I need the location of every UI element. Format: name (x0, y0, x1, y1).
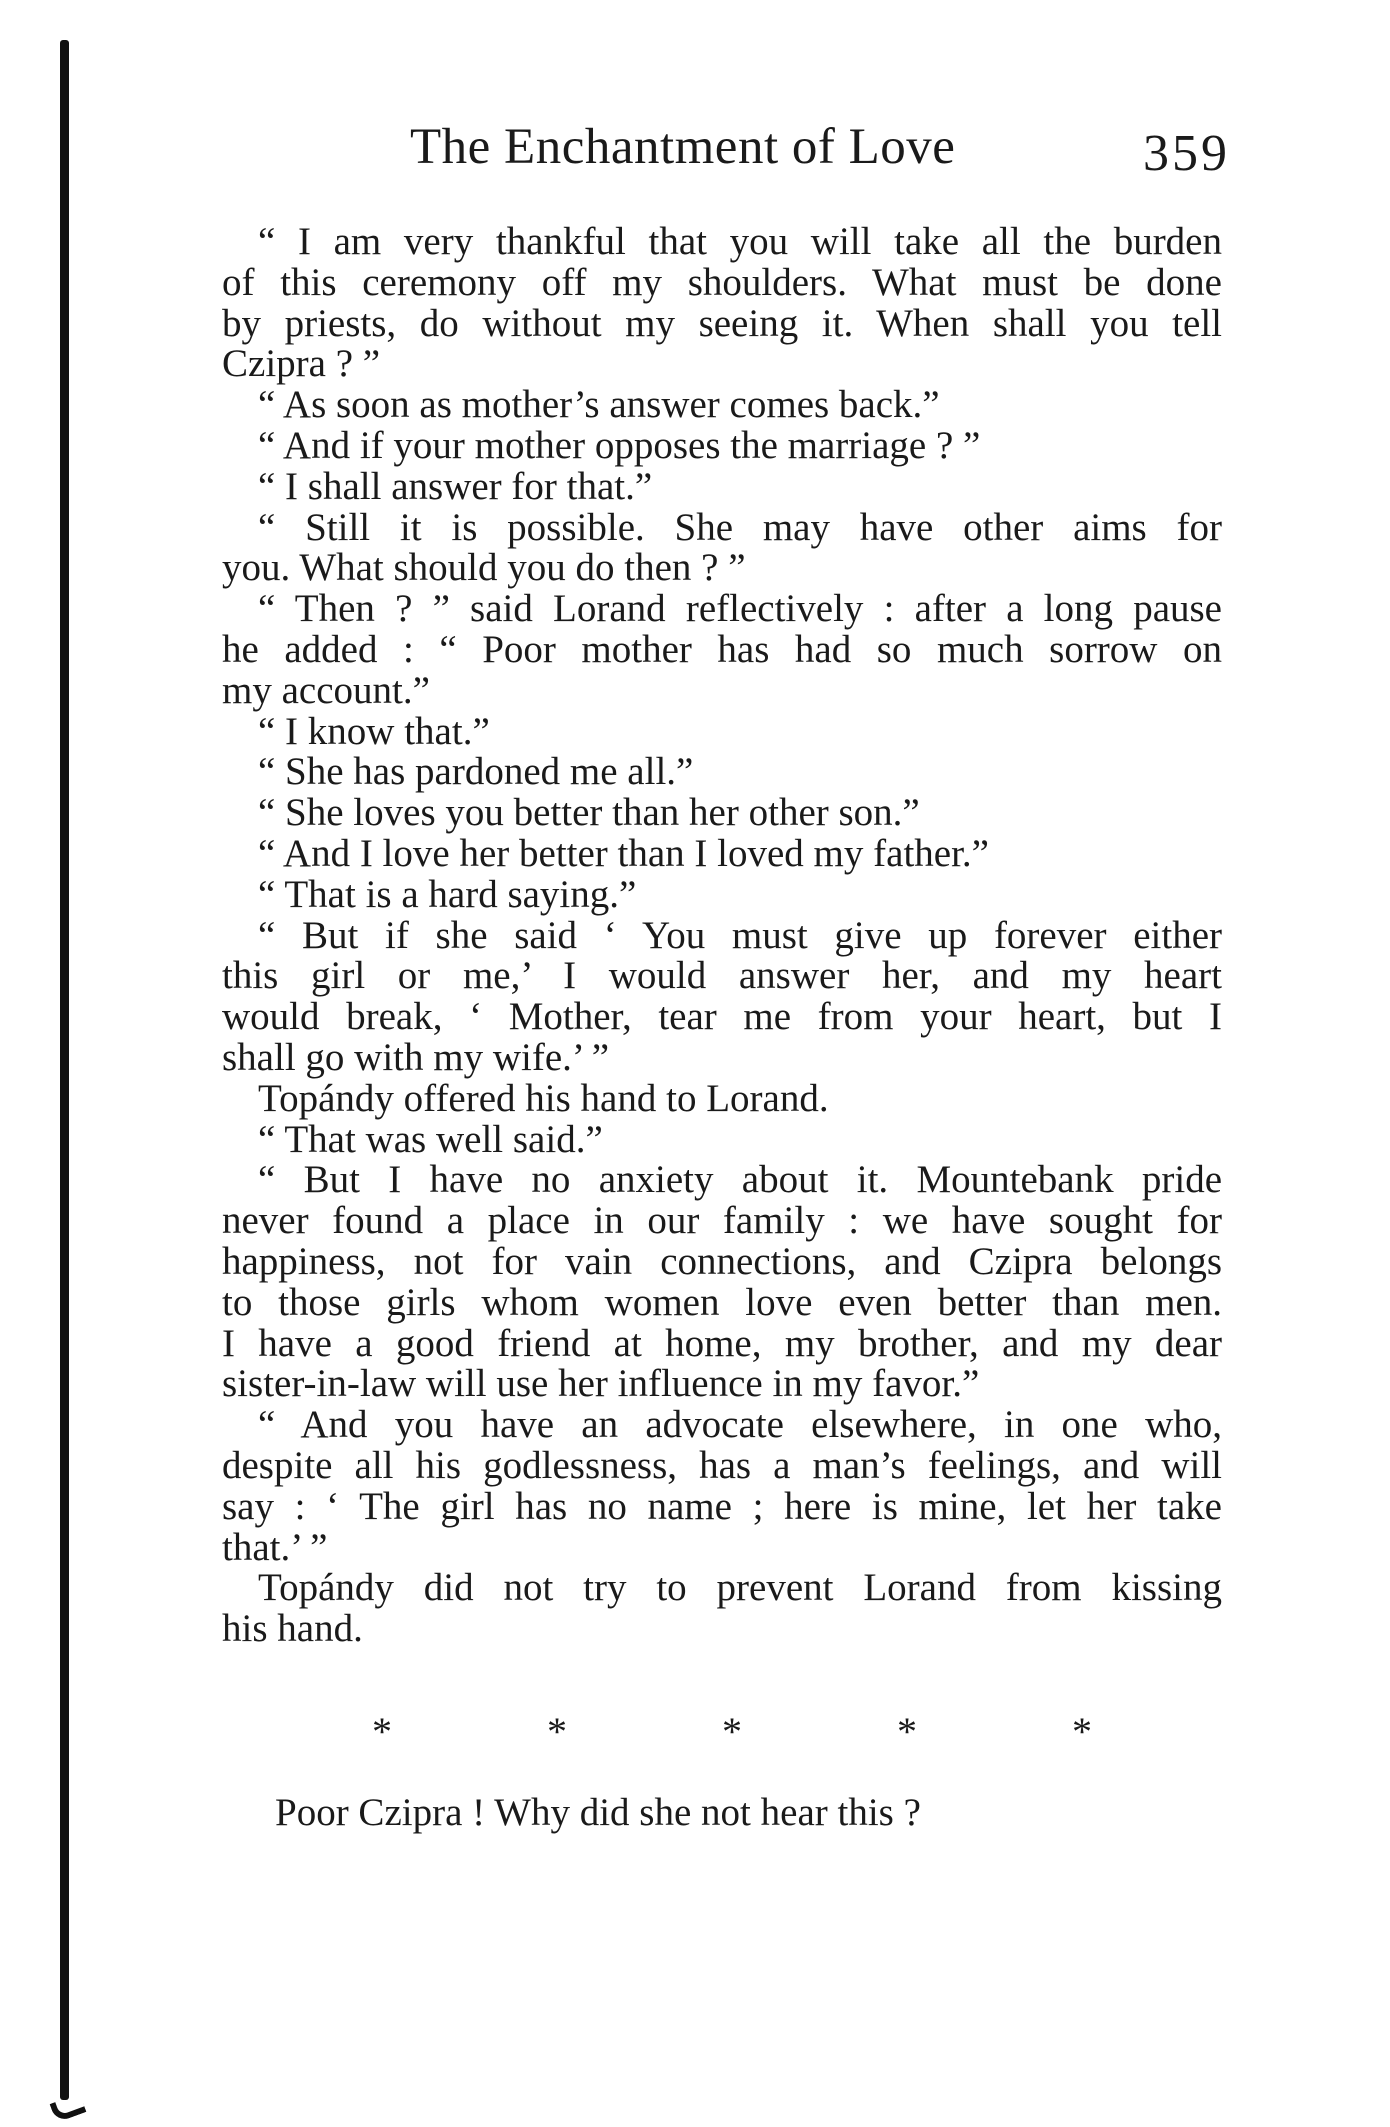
text-line: say : ‘ The girl has no name ; here is mine, let her take (222, 1484, 1222, 1528)
page-binding-edge (60, 40, 69, 2100)
text-line: he added : “ Poor mother has had so much sorrow on (222, 627, 1222, 671)
text-line: his hand. (222, 1607, 363, 1651)
closing-line: Poor Czipra ! Why did she not hear this ? (275, 1791, 921, 1834)
text-line: “ That was well said.” (258, 1117, 603, 1161)
text-line: would break, ‘ Mother, tear me from your heart, but I (222, 995, 1222, 1039)
section-break (372, 1708, 1092, 1758)
asterisk: * (897, 1709, 917, 1754)
text-line: “ Then ? ” said Lorand reflectively : after a long pause (258, 587, 1222, 631)
text-line: “ She has pardoned me all.” (258, 750, 694, 794)
text-line: by priests, do without my seeing it. When shall you tell (222, 301, 1222, 345)
text-line: sister-in-law will use her influence in my favor.” (222, 1362, 980, 1406)
text-line: you. What should you do then ? ” (222, 546, 746, 590)
body-text (222, 222, 1222, 1650)
page-header (410, 118, 1230, 188)
text-line: “ But if she said ‘ You must give up forever either (258, 913, 1222, 957)
text-line: “ I know that.” (258, 709, 490, 753)
text-line: that.’ ” (222, 1525, 328, 1569)
text-line: “ And you have an advocate elsewhere, in one who, (258, 1403, 1222, 1447)
text-line: this girl or me,’ I would answer her, and my heart (222, 954, 1222, 998)
text-line: “ I shall answer for that.” (258, 464, 653, 508)
text-line: shall go with my wife.’ ” (222, 1035, 610, 1079)
text-line: never found a place in our family : we have sought for (222, 1199, 1222, 1243)
page-binding-curl (50, 2093, 87, 2123)
text-line: happiness, not for vain connections, and Czipra belongs (222, 1239, 1222, 1283)
text-line: “ That is a hard saying.” (258, 872, 637, 916)
page-number: 359 (1143, 125, 1230, 182)
text-line: to those girls whom women love even better than men. (222, 1280, 1222, 1324)
text-line: despite all his godlessness, has a man’s feelings, and will (222, 1443, 1222, 1487)
text-line: Czipra ? ” (222, 342, 381, 386)
text-line: of this ceremony off my shoulders. What must be done (222, 260, 1222, 304)
text-line: “ She loves you better than her other son.” (258, 791, 920, 835)
text-line: “ And if your mother opposes the marriage ? ” (258, 423, 981, 467)
running-title: The Enchantment of Love (410, 119, 956, 175)
text-line: “ And I love her better than I loved my father.” (258, 831, 989, 875)
text-line: “ But I have no anxiety about it. Mountebank pride (258, 1158, 1222, 1202)
asterisk: * (722, 1709, 742, 1754)
text-line: my account.” (222, 668, 430, 712)
text-line: I have a good friend at home, my brother, and my dear (222, 1321, 1222, 1365)
asterisk: * (372, 1709, 392, 1754)
asterisk: * (1072, 1709, 1092, 1754)
text-line: “ As soon as mother’s answer comes back.” (258, 383, 940, 427)
text-line: Topándy offered his hand to Lorand. (258, 1076, 829, 1120)
text-line: Topándy did not try to prevent Lorand from kissing (258, 1566, 1222, 1610)
text-line: “ Still it is possible. She may have other aims for (258, 505, 1222, 549)
asterisk: * (547, 1709, 567, 1754)
text-line: “ I am very thankful that you will take all the burden (258, 220, 1222, 263)
